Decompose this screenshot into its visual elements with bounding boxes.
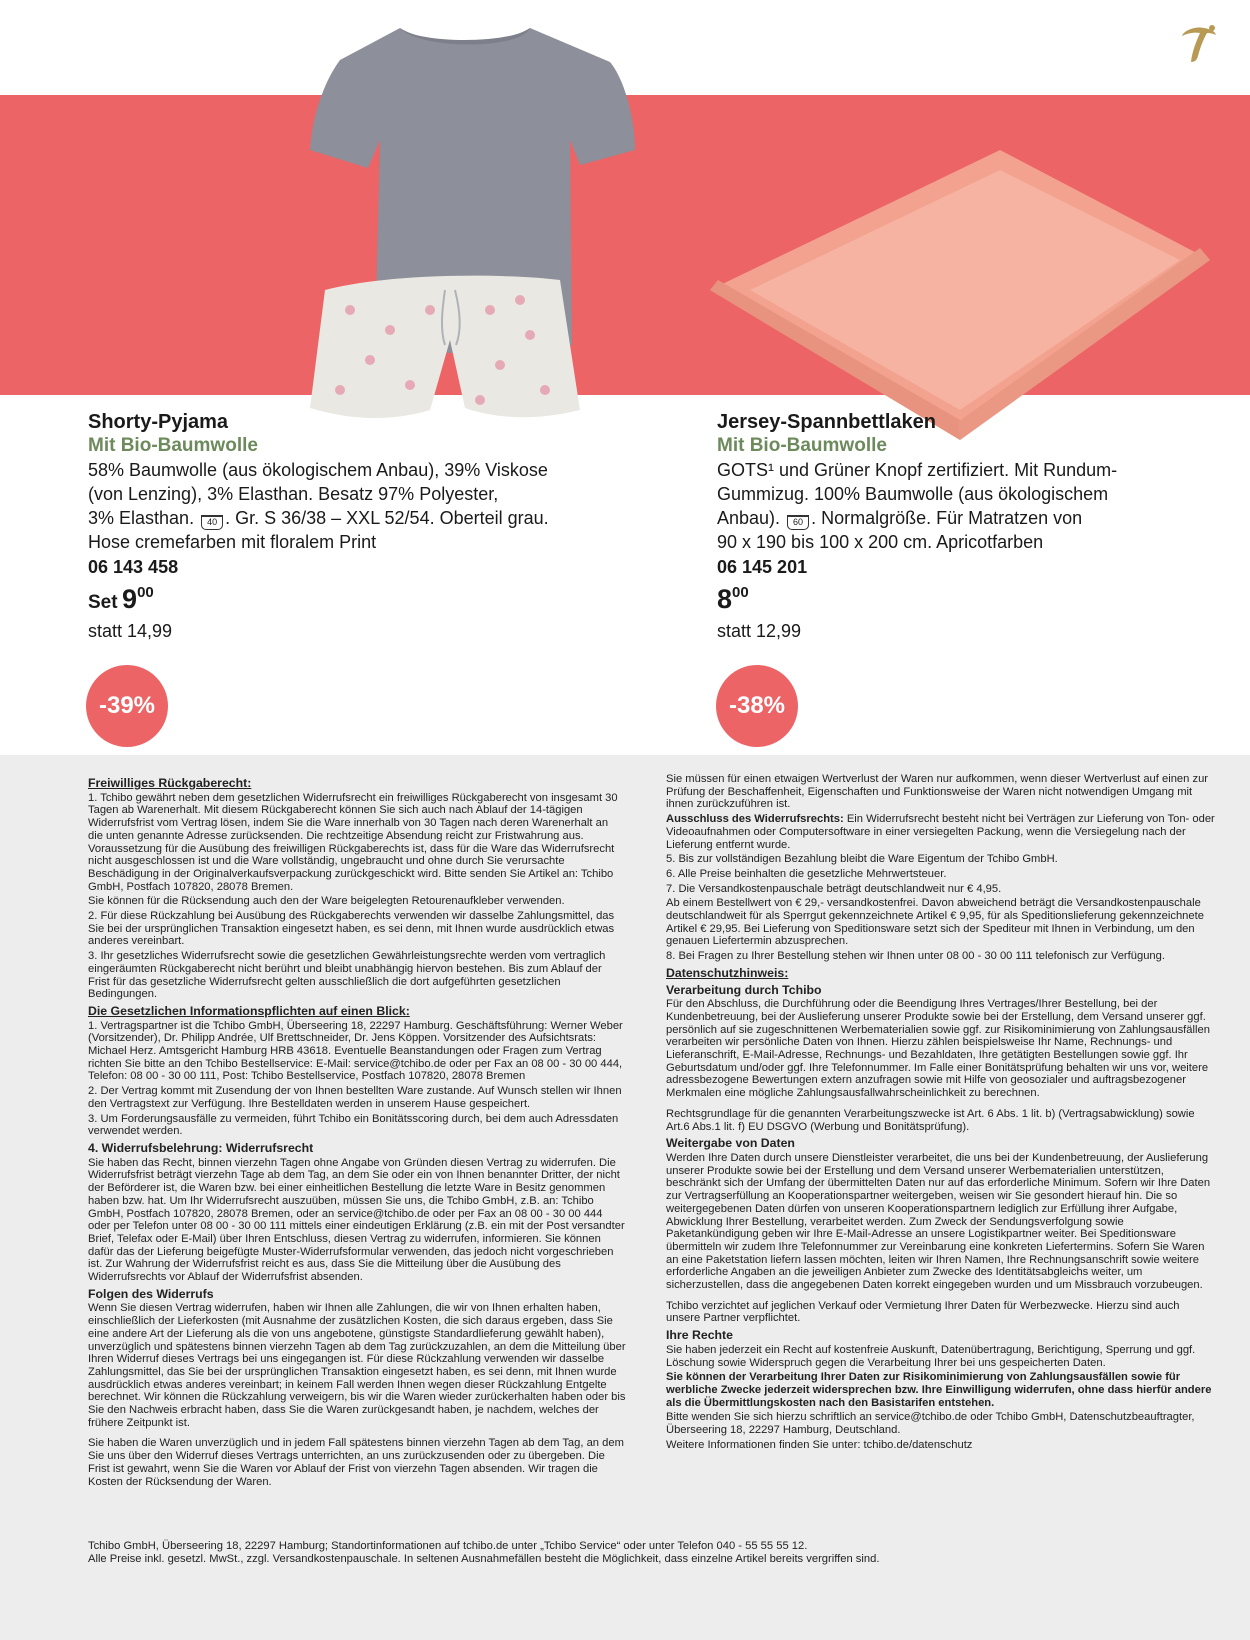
- heading-rechte: Ihre Rechte: [666, 1328, 733, 1343]
- description-text: 3% Elasthan.: [88, 508, 195, 528]
- ausschluss-label: Ausschluss des Widerrufsrechts:: [666, 813, 844, 826]
- original-price: statt 14,99: [88, 621, 173, 641]
- legal-paragraph: 3. Ihr gesetzliches Widerrufsrecht sowie die gesetzlichen Gewährleistungsrechte werden vom vertraglich eingeräumten Rückgaberecht nicht berührt und bleibt unabhängig hiervon bestehen. Bis zum Ablauf der Frist für das gesetzliche Widerrufsrecht gelten ausschließlich die dort aufgeführten gesetzlichen Bedingungen.: [88, 950, 606, 1001]
- heading-verarbeitung: Verarbeitung durch Tchibo: [666, 982, 822, 997]
- legal-paragraph: 2. Der Vertrag kommt mit Zusendung der von Ihnen bestellten Ware zustande. Auf Wunsch stellen wir Ihnen den Vertragstext zur Verfügung. Ihre Bestelldaten werden in unserem Hause gespeichert.: [88, 1085, 622, 1110]
- heading-folgen: Folgen des Widerrufs: [88, 1286, 214, 1301]
- description-line: Gummizug. 100% Baumwolle (aus ökologischem: [717, 484, 1109, 504]
- discount-badge: -39%: [86, 665, 168, 747]
- description-line: 90 x 190 bis 100 x 200 cm. Apricotfarben: [717, 532, 1044, 552]
- price: [88, 584, 558, 618]
- legal-paragraph: Weitere Informationen finden Sie unter: tchibo.de/datenschutz: [666, 1438, 973, 1451]
- legal-paragraph: Wenn Sie diesen Vertrag widerrufen, haben wir Ihnen alle Zahlungen, die wir von Ihnen erhalten haben, einschließlich der Lieferkosten (mit Ausnahme der zusätzlichen Kosten, die sich daraus ergeben, dass Sie eine andere Art der Lieferung als die von uns angebotene, günstigste Standardlieferung gewählt haben), unverzüglich und spätestens binnen vierzehn Tagen ab dem Tag zurückzuzahlen, an dem die Mitteilung über Ihren Widerruf dieses Vertrags bei uns eingegangen ist. Für diese Rückzahlung verwenden wir dasselbe Zahlungsmittel, das Sie bei der ursprünglichen Transaktion eingesetzt haben, es sei denn, mit Ihnen wurde ausdrücklich etwas anderes vereinbart; in keinem Fall werden Ihnen wegen dieser Rückzahlung Entgelte berechnet. Wir können die Rückzahlung verweigern, bis wir die Waren wieder zurückerhalten haben oder bis Sie den Nachweis erbracht haben, dass Sie die Waren zurückgesandt haben, je nachdem, welches der frühere Zeitpunkt ist.: [88, 1302, 626, 1429]
- footer-line: Alle Preise inkl. gesetzl. MwSt., zzgl. Versandkostenpauschale. In seltenen Ausnahmefällen besteht die Möglichkeit, dass einzelne Artikel bereits vergriffen sind.: [88, 1553, 880, 1565]
- legal-footer: [88, 1540, 1218, 1566]
- article-number: 06 143 458: [88, 557, 179, 577]
- legal-paragraph: Sie haben die Waren unverzüglich und in jedem Fall spätestens binnen vierzehn Tagen ab dem Tag, an dem Sie uns über den Widerruf dieses Vertrags unterrichten, an uns zurückzusenden oder zu übergeben. Die Frist ist gewahrt, wenn Sie die Waren vor Ablauf der Frist von vierzehn Tagen absenden. Wir tragen die Kosten der Rücksendung der Waren.: [88, 1437, 624, 1488]
- bedsheet-product-image: [690, 140, 1230, 450]
- article-number: 06 145 201: [717, 557, 808, 577]
- price-euros: 9: [122, 584, 138, 614]
- product-name: Jersey-Spannbettlaken: [717, 411, 936, 433]
- legal-paragraph: 3. Um Forderungsausfälle zu vermeiden, führt Tchibo ein Bonitätsscoring durch, bei dem auch Adressdaten verwendet werden.: [88, 1112, 619, 1138]
- description-line: 58% Baumwolle (aus ökologischem Anbau), 39% Viskose: [88, 460, 548, 480]
- legal-paragraph: Tchibo verzichtet auf jeglichen Verkauf oder Vermietung Ihrer Daten für Werbezwecke. Hierzu sind auch unsere Partner verpflichtet.: [666, 1299, 1180, 1325]
- description-text: Anbau).: [717, 508, 781, 528]
- legal-paragraph: 6. Alle Preise beinhalten die gesetzliche Mehrwertsteuer.: [666, 867, 947, 880]
- legal-paragraph: Sie haben das Recht, binnen vierzehn Tagen ohne Angabe von Gründen diesen Vertrag zu widerrufen. Die Widerrufsfrist beträgt vierzehn Tage ab dem Tag, an dem Sie oder ein von Ihnen benannter Dritter, der nicht der Beförderer ist, die Waren bzw. bei einer einheitlichen Bestellung die letzte Ware in Besitz genommen haben bzw. hat. Um Ihr Widerrufsrecht auszuüben, müssen Sie uns, die Tchibo GmbH, z.B. an: Tchibo GmbH, Postfach 107820, 28078 Bremen, oder an service@tchibo.de oder per Fax an 08 00 - 30 00 444 oder per Telefon unter 08 00 - 30 00 111 mittels einer eindeutigen Erklärung (z.B. ein mit der Post versandter Brief, Telefax oder E-Mail) über Ihren Entschluss, diesen Vertrag zu widerrufen, informieren. Sie können dafür das der Lieferung beigefügte Muster-Widerrufsformular verwenden, das jedoch nicht vorgeschrieben ist. Zur Wahrung der Widerrufsfrist reicht es aus, dass Sie die Mitteilung über die Ausübung des Widerrufsrechts vor Ablauf der Widerrufsfrist absenden.: [88, 1156, 625, 1284]
- heading-informationspflichten: Die Gesetzlichen Informationspflichten auf einen Blick:: [88, 1003, 410, 1018]
- tchibo-logo-icon: [1174, 22, 1220, 68]
- washtub-icon: 60: [787, 515, 809, 530]
- legal-paragraph-bold: Sie können der Verarbeitung Ihrer Daten zur Risikominimierung von Zahlungsausfällen sowie für werbliche Zwecke jederzeit widersprechen bzw. Ihre Einwilligung widerrufen, ohne dass hierfür andere als die Übermittlungskosten nach den Basistarifen entstehen.: [666, 1371, 1212, 1409]
- legal-paragraph: Sie müssen für einen etwaigen Wertverlust der Waren nur aufkommen, wenn dieser Wertverlust auf einen zur Prüfung der Beschaffenheit, Eigenschaften und Funktionsweise der Waren nicht notwendigen Umgang mit ihnen zurückzuführen ist.: [666, 773, 1209, 811]
- price-euros: 8: [717, 584, 733, 614]
- legal-paragraph: 2. Für diese Rückzahlung bei Ausübung des Rückgaberechts verwenden wir dasselbe Zahlungsmittel, das Sie bei der ursprünglichen Transaktion eingesetzt haben, es sei denn, mit Ihnen wurde ausdrücklich etwas anderes vereinbart.: [88, 910, 615, 948]
- legal-paragraph: Werden Ihre Daten durch unsere Dienstleister verarbeitet, die uns bei der Kundenbetreuung, der Auslieferung unserer Produkte sowie bei der Erstellung und dem Versand unserer Werbematerialien unterstützen, beschränkt sich der Umfang der übermittelten Daten nur auf das erforderliche Minimum. Sofern wir Ihre Daten zur Vertragserfüllung an Kooperationspartner weitergeben, weisen wir Sie gesondert hierauf hin. Die so weitergegebenen Daten dürfen von unseren Kooperationspartnern lediglich zur Erfüllung ihrer Aufgabe, Abwicklung Ihrer Bestellung, verarbeitet werden. Zum Zweck der Sendungsverfolgung sowie Paketankündigung geben wir Ihre E-Mail-Adresse an unsere Logistikpartner weiter. Bei Speditionsware übermitteln wir zudem Ihre Telefonnummer zur Vereinbarung eine konkreten Liefertermins. Sofern Sie Waren an eine Paketstation liefern lassen möchten, leiten wir Ihren Namen, Ihre Rechnungsanschrift sowie weitere erforderliche Angaben an die jeweiligen Anbieter zum Zwecke des Identitätsabgleichs weiter, um sicherzustellen, dass die angegebenen Daten korrekt eingegeben wurden und um Missbrauch vorzubeugen.: [666, 1151, 1211, 1292]
- heading-widerrufsbelehrung: 4. Widerrufsbelehrung: Widerrufsrecht: [88, 1140, 314, 1155]
- heading-weitergabe: Weitergabe von Daten: [666, 1136, 795, 1151]
- description-line: 3% Elasthan. 40 . Gr. S 36/38 – XXL 52/54. Oberteil grau.: [88, 508, 549, 528]
- product-description: [717, 458, 1187, 554]
- pyjama-product-image: [280, 10, 660, 440]
- legal-paragraph: Für den Abschluss, die Durchführung oder die Beendigung Ihres Vertrages/Ihrer Bestellung, bei der Kundenbetreuung, bei der Auslieferung unserer Produkte sowie bei der Erstellung, dem Versand unserer ggf. persönlich auf sie zugeschnittenen Werbematerialien sowie ggf. zur Risikominimierung von Zahlungsausfällen verarbeiten wir persönliche Daten von Ihnen. Hierzu zählen beispielsweise Ihr Name, Rechnungs- und Lieferanschrift, E-Mail-Adresse, Rechnungs- und Bezahldaten, Ihre getätigten Bestellungen sowie ggf. Ihr Geburtsdatum und/oder ggf. Ihre Telefonnummer. Im Falle einer Bonitätsprüfung behalten wir uns vor, weitere adressbezogene Bewertungen extern anzufragen sowie mit Hilfe von geosozialer und auftragsbezogener Merkmalen eine mögliche Zahlungsausfallwahrscheinlichkeit zu berechnen.: [666, 998, 1210, 1100]
- description-line: (von Lenzing), 3% Elasthan. Besatz 97% Polyester,: [88, 484, 499, 504]
- legal-paragraph: Sie haben jederzeit ein Recht auf kostenfreie Auskunft, Datenübertragung, Berichtigung, Sperrung und ggf. Löschung sowie Widerspruch gegen die Verarbeitung Ihrer bei uns gespeicherten Daten.: [666, 1343, 1196, 1369]
- product-subtitle: Mit Bio-Baumwolle: [717, 435, 887, 456]
- description-text: Gr. S 36/38 – XXL 52/54. Oberteil grau.: [235, 508, 549, 528]
- heading-rueckgaberecht: Freiwilliges Rückgaberecht:: [88, 776, 252, 790]
- product-bedsheet: [717, 410, 1187, 644]
- product-section: [0, 0, 1250, 755]
- price-cents: 00: [732, 584, 749, 601]
- discount-badge: -38%: [716, 665, 798, 747]
- washtub-icon: 40: [201, 515, 223, 530]
- legal-paragraph: 1. Tchibo gewährt neben dem gesetzlichen Widerrufsrecht ein freiwilliges Rückgaberecht von insgesamt 30 Tagen ab Warenerhalt. Mit diesem Rückgaberecht können Sie sich auch nach Ablauf der 14-tägigen Widerrufsfrist vom Vertrag lösen, indem Sie die Ware innerhalb von 30 Tagen nach deren Warenerhalt an die unten genannte Adresse zurücksenden. Die rechtzeitige Absendung reicht zur Fristwahrung aus. Voraussetzung für die Ausübung des freiwilligen Rückgaberechts ist, dass für die Ware das Widerrufsrecht nicht ausgeschlossen ist und die Ware vollständig, ungebraucht und ohne durch Sie verursachte Beschädigung in der Originalverkaufsverpackung zurückgeschickt wird. Bitte senden Sie Artikel an: Tchibo GmbH, Postfach 107820, 28078 Bremen.: [88, 791, 618, 893]
- price-cents: 00: [137, 584, 154, 601]
- product-description: [88, 458, 558, 554]
- description-line: GOTS¹ und Grüner Knopf zertifiziert. Mit Rundum-: [717, 460, 1118, 480]
- price: [717, 584, 1187, 618]
- description-line: Anbau). 60 . Normalgröße. Für Matratzen von: [717, 508, 1083, 528]
- legal-paragraph: Rechtsgrundlage für die genannten Verarbeitungszwecke ist Art. 6 Abs. 1 lit. b) (Vertragsabwicklung) sowie Art.6 Abs.1 lit. f) EU DSGVO (Werbung und Bonitätsprüfung).: [666, 1107, 1195, 1133]
- legal-paragraph: 1. Vertragspartner ist die Tchibo GmbH, Überseering 18, 22297 Hamburg. Geschäftsführung: Werner Weber (Vorsitzender), Dr. Philipp Andrée, Ulf Brettschneider, Dr. Jens Köppen. Vorsitzender des Aufsichtsrats: Michael Herz. Amtsgericht Hamburg HRB 43618. Eventuelle Beanstandungen oder Fragen zum Vertrag richten Sie bitte an den Tchibo Bestellservice: E-Mail: service@tchibo.de oder per Fax an 08 00 - 30 00 444, Telefon: 08 00 - 30 00 111, Post: Tchibo Bestellservice, Postfach 107820, 28078 Bremen: [88, 1019, 623, 1083]
- ausschluss-text: Ein Widerrufsrecht besteht nicht bei Verträgen zur Lieferung von Ton- oder Videoaufnahmen oder Computersoftware in einer versiegelten Packung, wenn die Versiegelung nach der Lieferung entfernt wurde.: [666, 813, 1215, 851]
- legal-column-right: [666, 773, 1216, 1453]
- heading-datenschutz: Datenschutzhinweis:: [666, 965, 789, 980]
- legal-paragraph: 5. Bis zur vollständigen Bezahlung bleibt die Ware Eigentum der Tchibo GmbH.: [666, 853, 1058, 866]
- legal-paragraph: Sie können für die Rücksendung auch den der Ware beigelegten Retourenaufkleber verwenden.: [88, 895, 565, 908]
- legal-paragraph: Bitte wenden Sie sich hierzu schriftlich an service@tchibo.de oder Tchibo GmbH, Datenschutzbeauftragter, Überseering 18, 22297 Hamburg, Deutschland.: [666, 1411, 1195, 1437]
- description-text: Normalgröße. Für Matratzen von: [821, 508, 1083, 528]
- legal-column-left: [88, 773, 626, 1490]
- product-subtitle: Mit Bio-Baumwolle: [88, 435, 258, 456]
- product-pyjama: [88, 410, 558, 644]
- original-price: statt 12,99: [717, 621, 802, 641]
- footer-line: Tchibo GmbH, Überseering 18, 22297 Hamburg; Standortinformationen auf tchibo.de unter „Tchibo Service“ oder unter Telefon 040 - 55 55 55 12.: [88, 1540, 808, 1552]
- legal-paragraph: [666, 813, 1216, 851]
- legal-paragraph: 8. Bei Fragen zu Ihrer Bestellung stehen wir Ihnen unter 08 00 - 30 00 111 telefonisch zur Verfügung.: [666, 950, 1165, 963]
- legal-section: [0, 755, 1250, 1640]
- legal-paragraph: Ab einem Bestellwert von € 29,- versandkostenfrei. Davon abweichend beträgt die Versandkostenpauschale deutschlandweit für als Sperrgut gekennzeichnete Artikel € 9,95, für als Speditionslieferung gekennzeichnete Artikel € 29,95. Bei Lieferung von Speditionsware setzt sich der Spediteur mit Ihnen in Verbindung, um den genauen Liefertermin abzusprechen.: [666, 897, 1204, 948]
- legal-paragraph: 7. Die Versandkostenpauschale beträgt deutschlandweit nur € 4,95.: [666, 882, 1002, 895]
- product-name: Shorty-Pyjama: [88, 411, 229, 433]
- price-prefix: Set: [88, 592, 118, 613]
- description-line: Hose cremefarben mit floralem Print: [88, 532, 377, 552]
